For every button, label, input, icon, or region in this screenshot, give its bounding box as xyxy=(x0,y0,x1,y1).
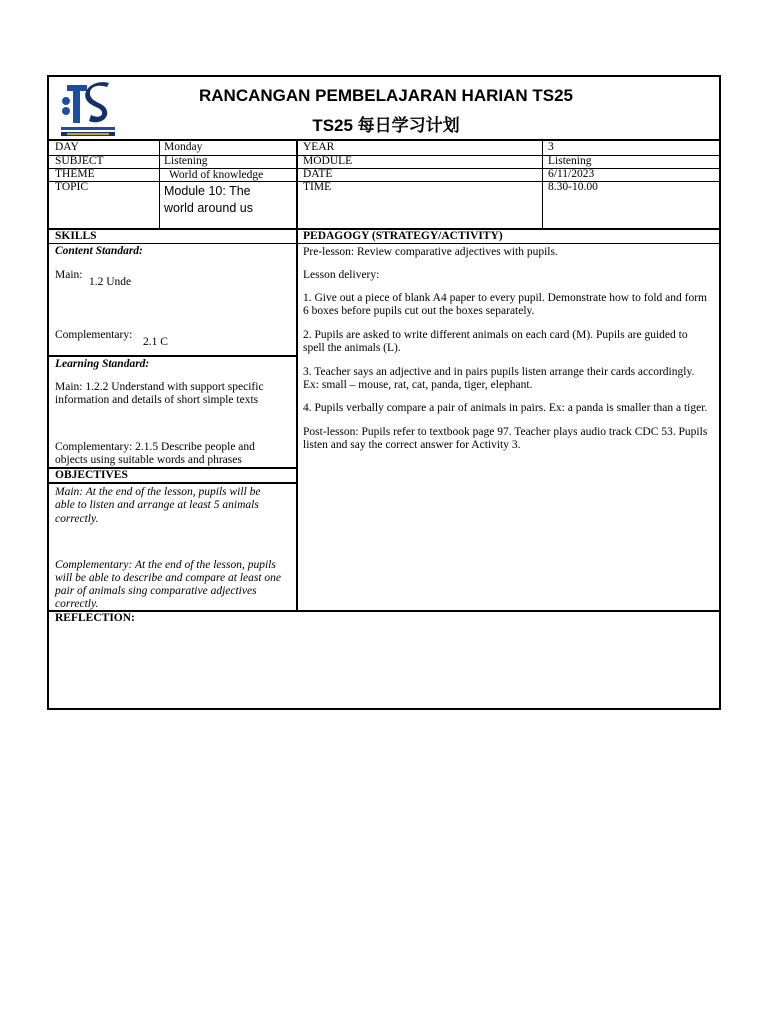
topic-value-line-2: world around us xyxy=(164,201,253,215)
step-3-line-2: Ex: small – mouse, rat, cat, panda, tiger, elephant. xyxy=(303,379,533,391)
learning-standard-heading: Learning Standard: xyxy=(55,358,150,370)
time-value: 8.30-10.00 xyxy=(548,181,598,193)
module-value: Listening xyxy=(548,155,592,167)
ls-comp-line-1: Complementary: 2.1.5 Describe people and xyxy=(55,441,255,453)
day-value: Monday xyxy=(164,141,203,153)
objective-main-line-3: correctly. xyxy=(55,513,99,525)
post-lesson-line-2: listen and say the correct answer for Activity 3. xyxy=(303,439,521,451)
topic-label: TOPIC xyxy=(55,181,89,193)
step-2-line-2: spell the animals (L). xyxy=(303,342,401,354)
title-line-2: TS25 每日学习计划 xyxy=(312,116,460,135)
title-line-1: RANCANGAN PEMBELAJARAN HARIAN TS25 xyxy=(198,86,574,105)
step-1-line-1: 1. Give out a piece of blank A4 paper to every pupil. Demonstrate how to fold and form xyxy=(303,292,707,304)
reflection-heading: REFLECTION: xyxy=(55,612,135,624)
objective-comp-line-3: pair of animals sing comparative adjectives xyxy=(55,585,257,597)
cs-main-label: Main: xyxy=(55,269,83,281)
date-value: 6/11/2023 xyxy=(548,168,595,180)
objective-comp-line-4: correctly. xyxy=(55,598,99,610)
theme-value: World of knowledge xyxy=(169,169,264,181)
ls-main-line-1: Main: 1.2.2 Understand with support specific xyxy=(55,381,264,393)
objective-main-line-2: able to listen and arrange at least 5 animals xyxy=(55,499,259,511)
pre-lesson-text: Pre-lesson: Review comparative adjectives with pupils. xyxy=(303,246,558,258)
theme-label: THEME xyxy=(55,168,95,180)
cs-comp-value: 2.1 C xyxy=(143,336,168,348)
step-3-line-1: 3. Teacher says an adjective and in pairs pupils listen arrange their cards accordingly. xyxy=(303,366,695,378)
cs-main-value: 1.2 Unde xyxy=(89,276,132,288)
year-label: YEAR xyxy=(303,141,335,153)
topic-value-line-1: Module 10: The xyxy=(164,184,251,198)
ls-comp-line-2: objects using suitable words and phrases xyxy=(55,454,242,466)
date-label: DATE xyxy=(303,168,333,180)
step-1-line-2: 6 boxes before pupils cut out the boxes separately. xyxy=(303,305,535,317)
objective-main-line-1: Main: At the end of the lesson, pupils will be xyxy=(55,486,261,498)
lesson-plan-sheet xyxy=(47,75,721,710)
objective-comp-line-1: Complementary: At the end of the lesson, pupils xyxy=(55,559,276,571)
objectives-heading: OBJECTIVES xyxy=(55,469,128,481)
year-value: 3 xyxy=(548,141,554,153)
subject-label: SUBJECT xyxy=(55,155,104,167)
module-label: MODULE xyxy=(303,155,353,167)
step-4-text: 4. Pupils verbally compare a pair of animals in pairs. Ex: a panda is smaller than a tiger. xyxy=(303,402,708,414)
post-lesson-line-1: Post-lesson: Pupils refer to textbook page 97. Teacher plays audio track CDC 53. Pupils xyxy=(303,426,708,438)
day-label: DAY xyxy=(55,141,79,153)
cs-comp-label: Complementary: xyxy=(55,329,133,341)
step-2-line-1: 2. Pupils are asked to write different animals on each card (M). Pupils are guided to xyxy=(303,329,688,341)
ls-main-line-2: information and details of short simple texts xyxy=(55,394,259,406)
lesson-delivery-label: Lesson delivery: xyxy=(303,269,380,281)
subject-value: Listening xyxy=(164,155,208,167)
objective-comp-line-2: will be able to describe and compare at least one xyxy=(55,572,282,584)
content-standard-heading: Content Standard: xyxy=(55,245,143,257)
pedagogy-heading: PEDAGOGY (STRATEGY/ACTIVITY) xyxy=(303,230,503,242)
skills-heading: SKILLS xyxy=(55,230,97,242)
time-label: TIME xyxy=(303,181,332,193)
